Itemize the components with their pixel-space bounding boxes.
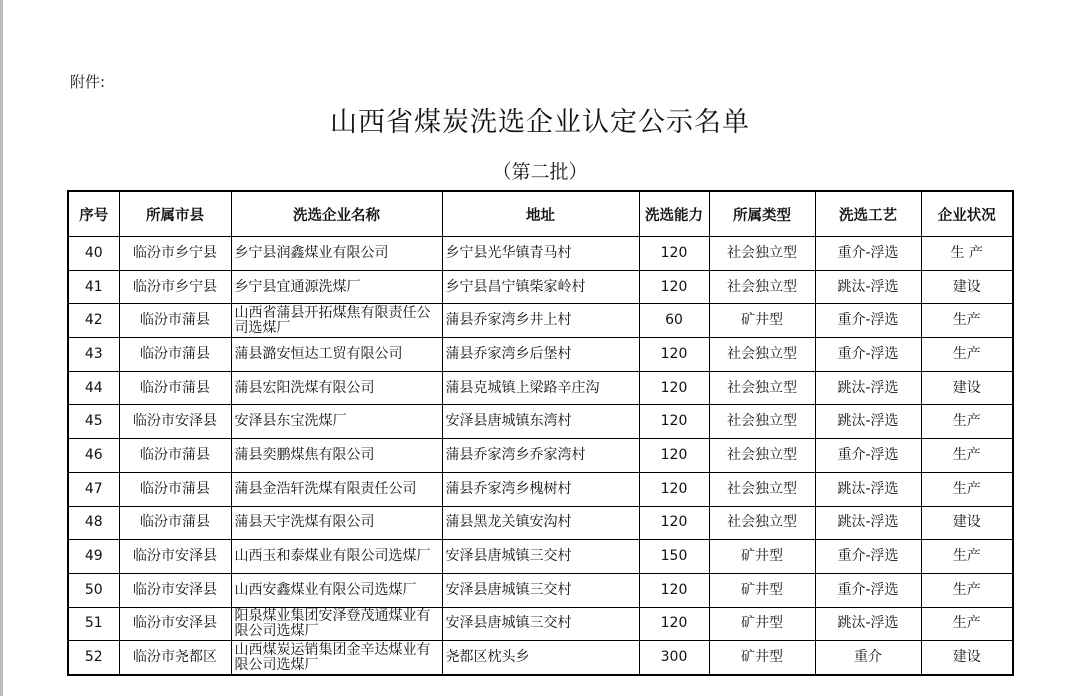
cell-type: 社会独立型 [709,237,815,271]
cell-city: 临汾市蒲县 [119,338,231,372]
cell-address: 蒲县乔家湾乡槐树村 [442,472,639,506]
cell-company: 蒲县宏阳洗煤有限公司 [231,371,442,405]
cell-index: 41 [68,270,119,304]
cell-type: 社会独立型 [709,472,815,506]
header-capacity: 洗选能力 [639,191,709,237]
cell-process: 跳汰-浮选 [815,270,921,304]
cell-company: 山西玉和泰煤业有限公司选煤厂 [231,540,442,574]
table-row [68,607,1013,641]
header-company: 洗选企业名称 [231,191,442,237]
cell-type: 社会独立型 [709,405,815,439]
table-row [68,439,1013,473]
cell-status: 建设 [921,270,1013,304]
document-title: 山西省煤炭洗选企业认定公示名单 [330,107,750,138]
header-address: 地址 [442,191,639,237]
cell-address: 蒲县乔家湾乡井上村 [442,304,639,338]
table-row [68,371,1013,405]
cell-index: 51 [68,607,119,641]
cell-address: 安泽县唐城镇三交村 [442,540,639,574]
table-row [68,405,1013,439]
cell-index: 52 [68,641,119,675]
cell-city: 临汾市乡宁县 [119,237,231,271]
cell-capacity: 120 [639,607,709,641]
table-header [68,191,1013,237]
cell-status: 生产 [921,472,1013,506]
cell-address: 安泽县唐城镇三交村 [442,607,639,641]
cell-city: 临汾市蒲县 [119,371,231,405]
cell-status: 生产 [921,573,1013,607]
cell-city: 临汾市安泽县 [119,573,231,607]
cell-process: 重介-浮选 [815,338,921,372]
cell-address: 安泽县唐城镇东湾村 [442,405,639,439]
cell-process: 重介-浮选 [815,573,921,607]
cell-index: 48 [68,506,119,540]
cell-company: 蒲县潞安恒达工贸有限公司 [231,338,442,372]
header-row [68,191,1013,237]
cell-company: 阳泉煤业集团安泽登茂通煤业有限公司选煤厂 [231,607,442,641]
table-row [68,641,1013,675]
cell-index: 50 [68,573,119,607]
cell-city: 临汾市安泽县 [119,405,231,439]
cell-city: 临汾市蒲县 [119,506,231,540]
attachment-label: 附件: [70,73,106,91]
cell-capacity: 120 [639,270,709,304]
cell-city: 临汾市蒲县 [119,472,231,506]
cell-status: 生产 [921,304,1013,338]
cell-address: 安泽县唐城镇三交村 [442,573,639,607]
cell-city: 临汾市尧都区 [119,641,231,675]
cell-index: 47 [68,472,119,506]
cell-status: 建设 [921,506,1013,540]
cell-process: 重介-浮选 [815,540,921,574]
cell-type: 社会独立型 [709,270,815,304]
cell-city: 临汾市蒲县 [119,439,231,473]
cell-status: 生产 [921,338,1013,372]
cell-address: 蒲县乔家湾乡乔家湾村 [442,439,639,473]
cell-type: 社会独立型 [709,439,815,473]
cell-type: 矿井型 [709,607,815,641]
cell-capacity: 120 [639,506,709,540]
cell-process: 重介-浮选 [815,304,921,338]
table-row [68,270,1013,304]
cell-index: 43 [68,338,119,372]
cell-address: 蒲县乔家湾乡后堡村 [442,338,639,372]
cell-capacity: 150 [639,540,709,574]
cell-status: 建设 [921,371,1013,405]
cell-index: 42 [68,304,119,338]
cell-company: 山西安鑫煤业有限公司选煤厂 [231,573,442,607]
document-subtitle: （第二批） [492,161,588,183]
table-row [68,237,1013,271]
cell-type: 社会独立型 [709,371,815,405]
cell-capacity: 300 [639,641,709,675]
cell-company: 乡宁县宜通源洗煤厂 [231,270,442,304]
cell-capacity: 120 [639,472,709,506]
cell-capacity: 120 [639,371,709,405]
cell-address: 乡宁县昌宁镇柴家岭村 [442,270,639,304]
cell-status: 生产 [921,540,1013,574]
cell-status: 生产 [921,439,1013,473]
cell-capacity: 60 [639,304,709,338]
table-row [68,573,1013,607]
table-row [68,540,1013,574]
cell-company: 安泽县东宝洗煤厂 [231,405,442,439]
cell-process: 重介 [815,641,921,675]
cell-process: 重介-浮选 [815,439,921,473]
header-status: 企业状况 [921,191,1013,237]
cell-status: 生产 [921,607,1013,641]
table-row [68,338,1013,372]
cell-company: 山西省蒲县开拓煤焦有限责任公司选煤厂 [231,304,442,338]
cell-type: 矿井型 [709,641,815,675]
cell-company: 山西煤炭运销集团金辛达煤业有限公司选煤厂 [231,641,442,675]
cell-city: 临汾市乡宁县 [119,270,231,304]
table-body [68,237,1013,675]
cell-capacity: 120 [639,439,709,473]
cell-index: 45 [68,405,119,439]
cell-address: 蒲县克城镇上梁路辛庄沟 [442,371,639,405]
cell-type: 社会独立型 [709,506,815,540]
cell-status: 生产 [921,405,1013,439]
cell-type: 社会独立型 [709,338,815,372]
table-row [68,506,1013,540]
cell-index: 40 [68,237,119,271]
cell-address: 尧都区枕头乡 [442,641,639,675]
cell-process: 重介-浮选 [815,237,921,271]
cell-company: 蒲县奕鹏煤焦有限公司 [231,439,442,473]
cell-index: 44 [68,371,119,405]
cell-type: 矿井型 [709,573,815,607]
cell-capacity: 120 [639,338,709,372]
cell-city: 临汾市安泽县 [119,540,231,574]
cell-company: 蒲县天宇洗煤有限公司 [231,506,442,540]
cell-process: 跳汰-浮选 [815,506,921,540]
cell-address: 蒲县黑龙关镇安沟村 [442,506,639,540]
table-row [68,304,1013,338]
header-process: 洗选工艺 [815,191,921,237]
cell-company: 蒲县金浩轩洗煤有限责任公司 [231,472,442,506]
cell-type: 矿井型 [709,304,815,338]
cell-city: 临汾市蒲县 [119,304,231,338]
table-row [68,472,1013,506]
header-city: 所属市县 [119,191,231,237]
cell-process: 跳汰-浮选 [815,607,921,641]
cell-capacity: 120 [639,405,709,439]
cell-process: 跳汰-浮选 [815,405,921,439]
cell-city: 临汾市安泽县 [119,607,231,641]
cell-address: 乡宁县光华镇青马村 [442,237,639,271]
header-index: 序号 [68,191,119,237]
cell-process: 跳汰-浮选 [815,371,921,405]
cell-index: 46 [68,439,119,473]
header-type: 所属类型 [709,191,815,237]
cell-status: 生 产 [921,237,1013,271]
cell-capacity: 120 [639,237,709,271]
cell-status: 建设 [921,641,1013,675]
cell-process: 跳汰-浮选 [815,472,921,506]
cell-capacity: 120 [639,573,709,607]
cell-index: 49 [68,540,119,574]
enterprise-table [67,190,1014,676]
cell-company: 乡宁县润鑫煤业有限公司 [231,237,442,271]
cell-type: 矿井型 [709,540,815,574]
